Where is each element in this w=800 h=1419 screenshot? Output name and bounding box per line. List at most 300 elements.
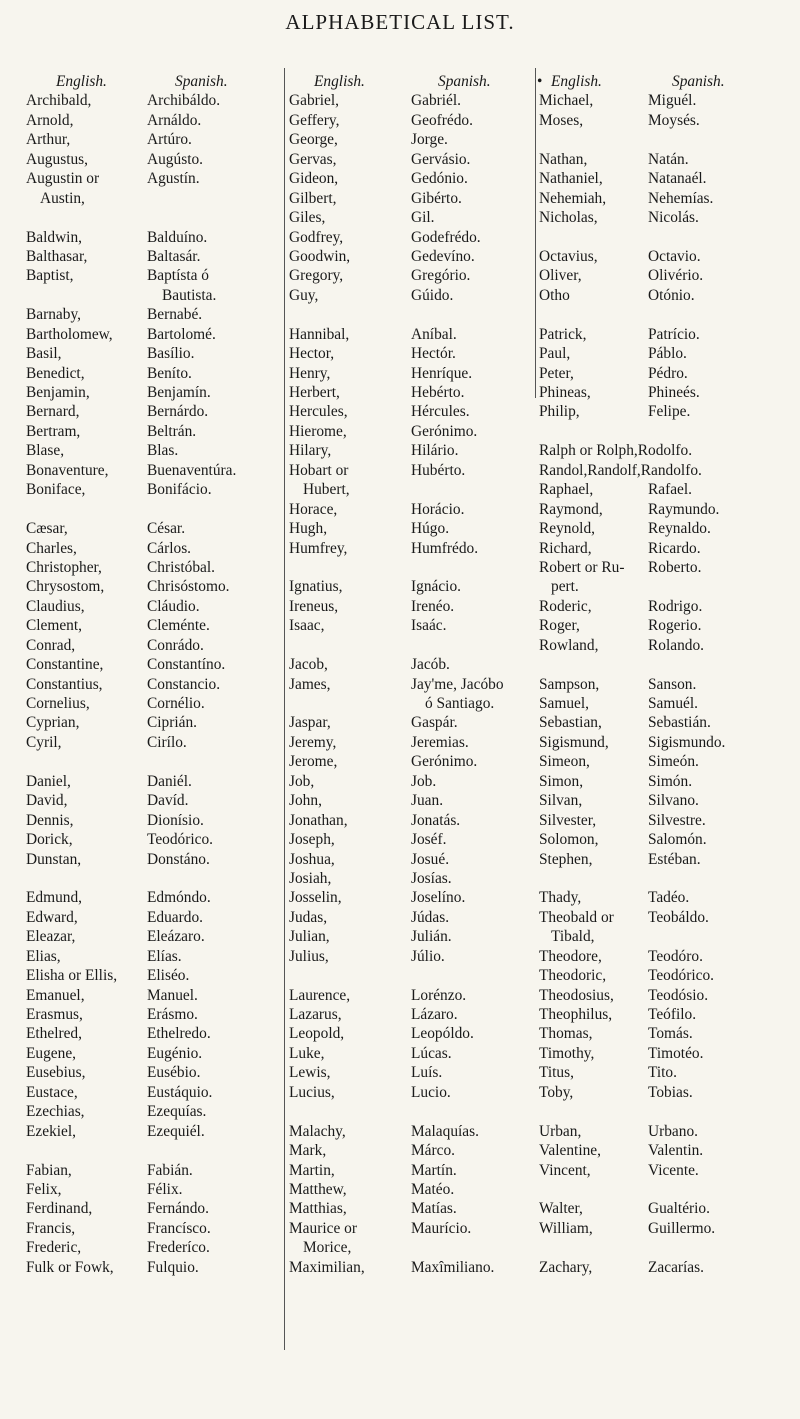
english-name: Guy, <box>289 286 319 304</box>
spanish-name: Natán. <box>648 150 689 168</box>
name-entry <box>26 1238 284 1257</box>
english-name: Henry, <box>289 364 331 382</box>
spanish-name: Sanson. <box>648 675 697 693</box>
spanish-name: Vicente. <box>648 1161 699 1179</box>
name-entry <box>285 772 536 791</box>
english-name: Clement, <box>26 617 82 635</box>
english-name: Theodoric, <box>539 967 607 985</box>
name-entry <box>26 208 284 227</box>
english-name: William, <box>539 1219 593 1237</box>
name-entry <box>285 597 536 616</box>
spanish-name: Balduíno. <box>147 228 208 246</box>
spanish-name: Bernárdo. <box>147 403 209 421</box>
english-name: Judas, <box>289 908 328 926</box>
spanish-name: Malaquías. <box>411 1122 479 1140</box>
name-entry <box>26 1024 284 1043</box>
english-name: Philip, <box>539 403 580 421</box>
spanish-name: Archibáldo. <box>147 92 221 110</box>
spanish-name: Estéban. <box>648 850 701 868</box>
name-entry <box>26 441 284 460</box>
name-entry <box>285 947 536 966</box>
name-entry <box>285 1199 536 1218</box>
name-entry <box>285 111 536 130</box>
name-list <box>285 91 536 1277</box>
spanish-name: Gregório. <box>411 267 471 285</box>
name-entry <box>285 1258 536 1277</box>
name-entry <box>285 752 536 771</box>
english-name: Martin, <box>289 1161 335 1179</box>
name-entry <box>26 694 284 713</box>
spanish-name: Daniél. <box>147 772 192 790</box>
name-list <box>537 91 787 1277</box>
spanish-name: Henríque. <box>411 364 473 382</box>
name-entry <box>26 1005 284 1024</box>
name-entry <box>26 888 284 907</box>
english-name: Lazarus, <box>289 1006 342 1023</box>
spanish-name: Rafael. <box>648 481 693 499</box>
name-entry <box>537 247 787 266</box>
spanish-name: Júlio. <box>411 947 445 965</box>
name-entry <box>537 480 787 499</box>
english-name: Claudius, <box>26 597 85 615</box>
name-entry <box>537 1122 787 1141</box>
name-entry <box>537 1063 787 1082</box>
spanish-name: Gualtério. <box>648 1200 710 1218</box>
name-entry <box>537 1005 787 1024</box>
name-entry <box>26 655 284 674</box>
spanish-name: Teófilo. <box>648 1006 697 1023</box>
spanish-name: Cláudio. <box>147 597 200 615</box>
english-name: Austin, <box>40 189 85 207</box>
spanish-name: Patrício. <box>648 325 700 343</box>
english-name: Boniface, <box>26 481 86 499</box>
name-entry <box>26 869 284 888</box>
english-name: Titus, <box>539 1064 574 1082</box>
name-entry <box>285 869 536 888</box>
spanish-name: Job. <box>411 772 437 790</box>
name-entry <box>285 616 536 635</box>
spanish-name: Cárlos. <box>147 539 192 557</box>
spanish-name: Jeremias. <box>411 733 469 751</box>
name-entry <box>537 713 787 732</box>
english-name: Nathan, <box>539 150 588 168</box>
spanish-name: Eleázaro. <box>147 928 205 946</box>
english-name: Ireneus, <box>289 597 339 615</box>
name-entry <box>26 539 284 558</box>
name-entry <box>285 655 536 674</box>
name-entry <box>537 577 787 596</box>
english-name: Matthew, <box>289 1180 347 1198</box>
spanish-name: Gerónimo. <box>411 422 478 440</box>
name-entry <box>285 150 536 169</box>
column-3 <box>537 68 787 1277</box>
name-entry <box>285 811 536 830</box>
english-name: Patrick, <box>539 325 587 343</box>
spanish-name: Félix. <box>147 1180 183 1198</box>
english-name: Benedict, <box>26 364 85 382</box>
spanish-name: Aníbal. <box>411 325 457 343</box>
english-name: Hugh, <box>289 520 328 538</box>
spanish-name: Augústo. <box>147 150 204 168</box>
spanish-name: Horácio. <box>411 500 465 518</box>
spanish-name: Gil. <box>411 209 435 227</box>
name-entry <box>26 577 284 596</box>
english-name: Eustace, <box>26 1083 78 1101</box>
english-name: Solomon, <box>539 831 599 849</box>
name-entry <box>537 1024 787 1043</box>
name-entry <box>537 947 787 966</box>
name-entry <box>26 811 284 830</box>
name-entry <box>26 169 284 188</box>
english-name: Cæsar, <box>26 520 68 538</box>
name-entry <box>285 1180 536 1199</box>
english-name: James, <box>289 675 331 693</box>
spanish-name: Octavio. <box>648 247 701 265</box>
english-name: Michael, <box>539 92 594 110</box>
name-entry <box>26 1161 284 1180</box>
name-entry <box>285 325 536 344</box>
name-entry <box>537 189 787 208</box>
name-entry <box>285 1122 536 1141</box>
name-entry <box>285 383 536 402</box>
spanish-name: Luís. <box>411 1064 443 1082</box>
spanish-header: Spanish. <box>672 73 725 90</box>
english-name: Nathaniel, <box>539 170 603 188</box>
spanish-name: Silvestre. <box>648 811 706 829</box>
english-name: Simeon, <box>539 753 590 771</box>
english-name: David, <box>26 792 68 810</box>
spanish-name: Maxîmiliano. <box>411 1258 495 1276</box>
spanish-name: Ethelredo. <box>147 1025 211 1043</box>
name-entry <box>285 850 536 869</box>
english-name: John, <box>289 792 322 810</box>
english-name: Elias, <box>26 947 61 965</box>
name-entry <box>285 189 536 208</box>
name-entry <box>537 675 787 694</box>
spanish-name: Juan. <box>411 792 444 810</box>
english-name: Augustin or <box>26 170 100 188</box>
english-name: Raymond, <box>539 500 603 518</box>
name-entry <box>285 208 536 227</box>
spanish-name: Baltasár. <box>147 247 201 265</box>
english-name: Isaac, <box>289 617 325 635</box>
english-name: Josiah, <box>289 869 332 887</box>
spanish-name: Davíd. <box>147 792 189 810</box>
english-name: Elisha or Ellis, <box>26 967 118 985</box>
name-entry <box>537 655 787 674</box>
english-name: Hector, <box>289 345 335 363</box>
spanish-name: Geofrédo. <box>411 111 473 129</box>
spanish-name: Matías. <box>411 1200 457 1218</box>
name-entry <box>26 519 284 538</box>
name-entry <box>285 91 536 110</box>
english-name: Stephen, <box>539 850 593 868</box>
english-name: Ethelred, <box>26 1025 82 1043</box>
english-name: Constantine, <box>26 656 104 674</box>
name-entry <box>537 1161 787 1180</box>
english-name: Ignatius, <box>289 578 343 596</box>
english-name: Herbert, <box>289 384 340 401</box>
spanish-name: Maurício. <box>411 1219 472 1237</box>
spanish-name: Francísco. <box>147 1219 211 1237</box>
english-name: Luke, <box>289 1044 325 1062</box>
english-name: Jacob, <box>289 656 328 674</box>
name-entry <box>26 1180 284 1199</box>
spanish-name: Basílio. <box>147 345 195 363</box>
english-name: Hilary, <box>289 442 332 460</box>
spanish-name: Cleménte. <box>147 617 210 635</box>
spanish-name: Teodósio. <box>648 986 709 1004</box>
name-entry <box>537 130 787 149</box>
spanish-name: Lorénzo. <box>411 986 467 1004</box>
english-name: Hercules, <box>289 403 348 421</box>
name-entry <box>285 364 536 383</box>
name-entry <box>537 869 787 888</box>
name-entry <box>26 189 284 208</box>
name-entry <box>285 830 536 849</box>
name-entry <box>537 228 787 247</box>
name-entry <box>285 169 536 188</box>
name-entry <box>537 558 787 577</box>
spanish-name: Hectór. <box>411 345 456 363</box>
name-entry <box>26 908 284 927</box>
name-entry <box>537 888 787 907</box>
english-name: Vincent, <box>539 1161 591 1179</box>
english-name: Ferdinand, <box>26 1200 93 1218</box>
name-entry <box>26 772 284 791</box>
name-entry <box>537 597 787 616</box>
name-entry <box>285 694 536 713</box>
name-entry <box>537 500 787 519</box>
english-name: Francis, <box>26 1219 76 1237</box>
name-entry <box>285 461 536 480</box>
english-name: Urban, <box>539 1122 582 1140</box>
spanish-name: Hubérto. <box>411 461 466 479</box>
english-name: Ralph or Rolph,Rodolfo. <box>539 442 693 460</box>
english-name: Emanuel, <box>26 986 85 1004</box>
spanish-name: Chrisóstomo. <box>147 578 230 596</box>
name-entry <box>285 1024 536 1043</box>
name-entry <box>537 169 787 188</box>
name-entry <box>285 519 536 538</box>
name-entry <box>26 130 284 149</box>
english-name: Raphael, <box>539 481 594 499</box>
english-name: Fulk or Fowk, <box>26 1258 114 1276</box>
english-name: Balthasar, <box>26 247 88 265</box>
english-name: Jerome, <box>289 753 338 771</box>
spanish-name: Irenéo. <box>411 597 455 615</box>
spanish-name: Rogerio. <box>648 617 702 635</box>
spanish-name: Bernabé. <box>147 306 203 324</box>
english-name: Horace, <box>289 500 338 518</box>
english-name: Goodwin, <box>289 247 351 265</box>
name-entry <box>285 908 536 927</box>
english-name: Walter, <box>539 1200 583 1218</box>
english-name: Laurence, <box>289 986 351 1004</box>
name-entry <box>26 1063 284 1082</box>
spanish-name: Rolando. <box>648 636 705 654</box>
spanish-name: Agustín. <box>147 170 200 188</box>
english-name: Gideon, <box>289 170 339 188</box>
english-name: Erasmus, <box>26 1006 83 1023</box>
spanish-name: Simón. <box>648 772 693 790</box>
spanish-name: Raymundo. <box>648 500 720 518</box>
spanish-name: Josías. <box>411 869 452 887</box>
name-entry <box>285 402 536 421</box>
english-name: Octavius, <box>539 247 598 265</box>
column-header <box>26 72 284 91</box>
english-name: Baldwin, <box>26 228 83 246</box>
name-entry <box>537 461 787 480</box>
english-header: English. <box>56 73 107 90</box>
spanish-name: Pédro. <box>648 364 688 382</box>
name-entry <box>537 927 787 946</box>
english-name: Toby, <box>539 1083 574 1101</box>
english-name: Gabriel, <box>289 92 339 110</box>
english-name: Dorick, <box>26 831 73 849</box>
english-name: Moses, <box>539 111 584 129</box>
english-name: Theobald or <box>539 908 614 926</box>
spanish-name: Cirílo. <box>147 733 187 751</box>
name-entry <box>537 344 787 363</box>
name-entry <box>537 1083 787 1102</box>
spanish-name: Beltrán. <box>147 422 197 440</box>
spanish-name: Lúcas. <box>411 1044 452 1062</box>
name-entry <box>26 461 284 480</box>
english-name: Dunstan, <box>26 850 82 868</box>
name-entry <box>26 383 284 402</box>
spanish-name: Guillermo. <box>648 1219 716 1237</box>
name-entry <box>537 1219 787 1238</box>
spanish-name: César. <box>147 520 186 538</box>
spanish-name: Gabriél. <box>411 92 461 110</box>
name-entry <box>26 752 284 771</box>
english-name: Theophilus, <box>539 1006 613 1023</box>
spanish-name: Gibérto. <box>411 189 462 207</box>
english-name: Robert or Ru- <box>539 558 625 576</box>
name-entry <box>26 713 284 732</box>
english-name: Christopher, <box>26 558 102 576</box>
spanish-name: Ignácio. <box>411 578 461 596</box>
name-entry <box>26 1102 284 1121</box>
english-name: Reynold, <box>539 520 596 538</box>
spanish-name: Natanaél. <box>648 170 707 188</box>
name-entry <box>537 966 787 985</box>
spanish-name: Tito. <box>648 1064 677 1082</box>
name-entry <box>26 791 284 810</box>
spanish-name: Jay'me, Jacóbo <box>411 675 504 693</box>
name-entry <box>285 130 536 149</box>
english-name: Jonathan, <box>289 811 348 829</box>
spanish-name: Jorge. <box>411 131 448 149</box>
spanish-header: Spanish. <box>438 73 491 90</box>
name-entry <box>285 713 536 732</box>
spanish-name: Joselíno. <box>411 889 466 907</box>
english-name: Hubert, <box>303 481 350 499</box>
name-entry <box>26 733 284 752</box>
name-entry <box>537 1180 787 1199</box>
name-entry <box>537 208 787 227</box>
spanish-name: Húgo. <box>411 520 450 538</box>
english-name: Giles, <box>289 209 326 227</box>
english-name: Samuel, <box>539 695 590 712</box>
name-entry <box>26 422 284 441</box>
spanish-name: Matéo. <box>411 1180 455 1198</box>
spanish-name: Elías. <box>147 947 182 965</box>
name-entry <box>285 986 536 1005</box>
english-name: Jeremy, <box>289 733 337 751</box>
spanish-name: Leopóldo. <box>411 1025 474 1043</box>
spanish-name: Miguél. <box>648 92 697 110</box>
spanish-name: Bautista. <box>162 286 217 304</box>
page-title: ALPHABETICAL LIST. <box>285 10 515 34</box>
english-name: Paul, <box>539 345 571 363</box>
spanish-name: Eugénio. <box>147 1044 203 1062</box>
name-entry <box>537 694 787 713</box>
name-entry <box>285 247 536 266</box>
spanish-name: Eustáquio. <box>147 1083 213 1101</box>
spanish-name: Teobáldo. <box>648 908 709 926</box>
name-entry <box>26 850 284 869</box>
english-name: Baptist, <box>26 267 74 285</box>
english-name: Basil, <box>26 345 62 363</box>
name-entry <box>537 1258 787 1277</box>
name-entry <box>285 500 536 519</box>
english-name: Thady, <box>539 889 582 907</box>
spanish-name: Ricardo. <box>648 539 701 557</box>
name-entry <box>285 675 536 694</box>
english-name: Gervas, <box>289 150 337 168</box>
name-entry <box>26 1044 284 1063</box>
name-entry <box>285 577 536 596</box>
english-name: Arthur, <box>26 131 71 149</box>
english-name: Thomas, <box>539 1025 593 1043</box>
name-entry <box>26 111 284 130</box>
spanish-name: Tobias. <box>648 1083 693 1101</box>
english-name: Malachy, <box>289 1122 346 1140</box>
english-name: Charles, <box>26 539 77 557</box>
name-entry <box>26 636 284 655</box>
english-name: Randol,Randolf,Randolfo. <box>539 461 702 479</box>
spanish-name: Gedónio. <box>411 170 468 188</box>
spanish-name: Urbano. <box>648 1122 699 1140</box>
spanish-name: Ciprián. <box>147 714 198 732</box>
name-entry <box>537 266 787 285</box>
english-name: Leopold, <box>289 1025 345 1043</box>
name-entry <box>285 1238 536 1257</box>
spanish-name: Phineés. <box>648 384 700 401</box>
name-entry <box>285 344 536 363</box>
name-entry <box>537 519 787 538</box>
name-entry <box>285 558 536 577</box>
name-entry <box>26 597 284 616</box>
english-name: Humfrey, <box>289 539 348 557</box>
english-name: Bertram, <box>26 422 81 440</box>
english-name: Theodore, <box>539 947 602 965</box>
name-entry <box>26 1219 284 1238</box>
spanish-name: Conrádo. <box>147 636 204 654</box>
name-entry <box>537 91 787 110</box>
name-entry <box>537 441 787 460</box>
column-1 <box>26 72 284 1277</box>
spanish-name: Hércules. <box>411 403 470 421</box>
name-entry <box>26 1199 284 1218</box>
english-name: Archibald, <box>26 92 92 110</box>
name-entry <box>537 772 787 791</box>
english-name: Job, <box>289 772 315 790</box>
name-entry <box>26 228 284 247</box>
english-name: Jaspar, <box>289 714 331 732</box>
